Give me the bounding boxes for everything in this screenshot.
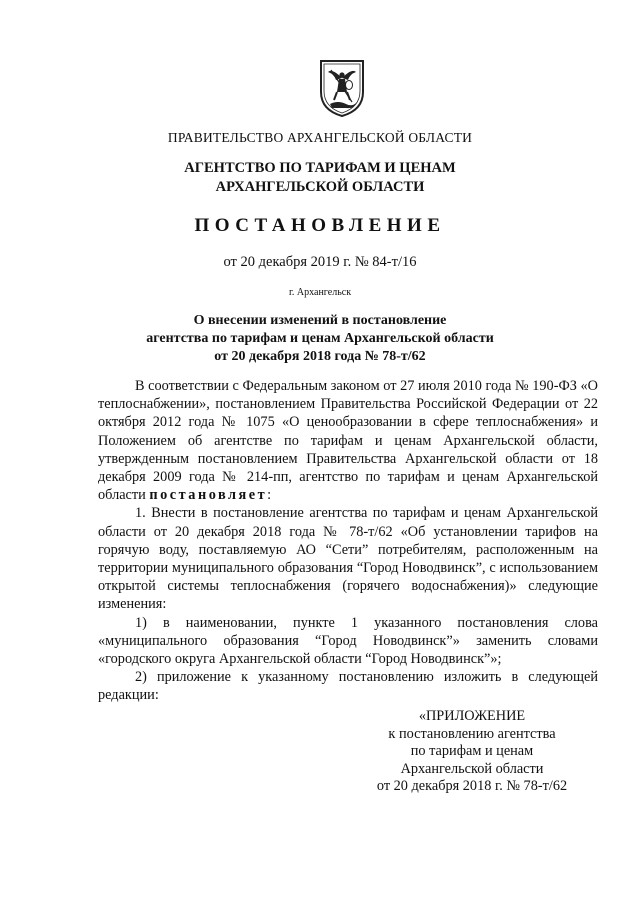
appendix-line2: к постановлению агентства	[388, 725, 556, 742]
appendix-line1: «ПРИЛОЖЕНИЕ	[418, 708, 526, 724]
agency-name-line2: АРХАНГЕЛЬСКОЙ ОБЛАСТИ	[215, 179, 425, 195]
government-name: ПРАВИТЕЛЬСТВО АРХАНГЕЛЬСКОЙ ОБЛАСТИ	[167, 130, 473, 145]
document-type-title: ПОСТАНОВЛЕНИЕ	[194, 215, 446, 236]
document-date-number: от 20 декабря 2019 г. № 84-т/16	[223, 254, 417, 270]
appendix-line5: от 20 декабря 2018 г. № 78-т/62	[376, 778, 568, 794]
subject-line1: О внесении изменений в постановление	[193, 313, 447, 328]
body-paragraph-subitem1: 1) в наименовании, пункте 1 указанного постановления слова «муниципального образования “Город Новодвинск”» заменить словами «городского округа Архангельской области “Город Новодвинск”»;	[98, 614, 598, 668]
coat-of-arms-icon	[318, 58, 366, 118]
subject-line3: от 20 декабря 2018 года № 78-т/62	[214, 349, 426, 364]
preamble-colon: :	[267, 487, 272, 504]
preamble-text: В соответствии с Федеральным законом от 27 июля 2010 года № 190-ФЗ «О теплоснабжении», постановлением Правительства Российской Федерации от 22 октября 2012 года № 1075 «О ценообразовании в сфере теплоснабжения» и Положением об агентстве по тарифам и ценам Архангельской области, утвержденным постановлением Правительства Архангельской области от 18 декабря 2009 года № 214-пп, агентство по тарифам и ценам Архангельской области	[98, 378, 598, 504]
agency-name-line1: АГЕНТСТВО ПО ТАРИФАМ И ЦЕНАМ	[184, 160, 456, 176]
resolve-keyword: постановляет	[149, 487, 268, 504]
body-paragraph-item1: 1. Внести в постановление агентства по тарифам и ценам Архангельской области от 20 декабря 2018 года № 78-т/62 «Об установлении тарифов на горячую воду, поставляемую АО “Сети” потребителям, расположенным на территории муниципального образования “Город Новодвинск”, с использованием открытой системы теплоснабжения (горячего водоснабжения)» следующие изменения:	[98, 505, 598, 613]
subject-line2: агентства по тарифам и ценам Архангельской области	[146, 331, 494, 346]
body-paragraph-subitem2: 2) приложение к указанному постановлению изложить в следующей редакции:	[98, 669, 598, 704]
body-paragraph-preamble	[98, 377, 598, 504]
document-body	[98, 377, 598, 705]
appendix-line3: по тарифам и ценам	[410, 743, 534, 759]
document-city: г. Архангельск	[288, 287, 352, 298]
appendix-line4: Архангельской области	[400, 760, 544, 777]
appendix-header	[362, 708, 582, 796]
